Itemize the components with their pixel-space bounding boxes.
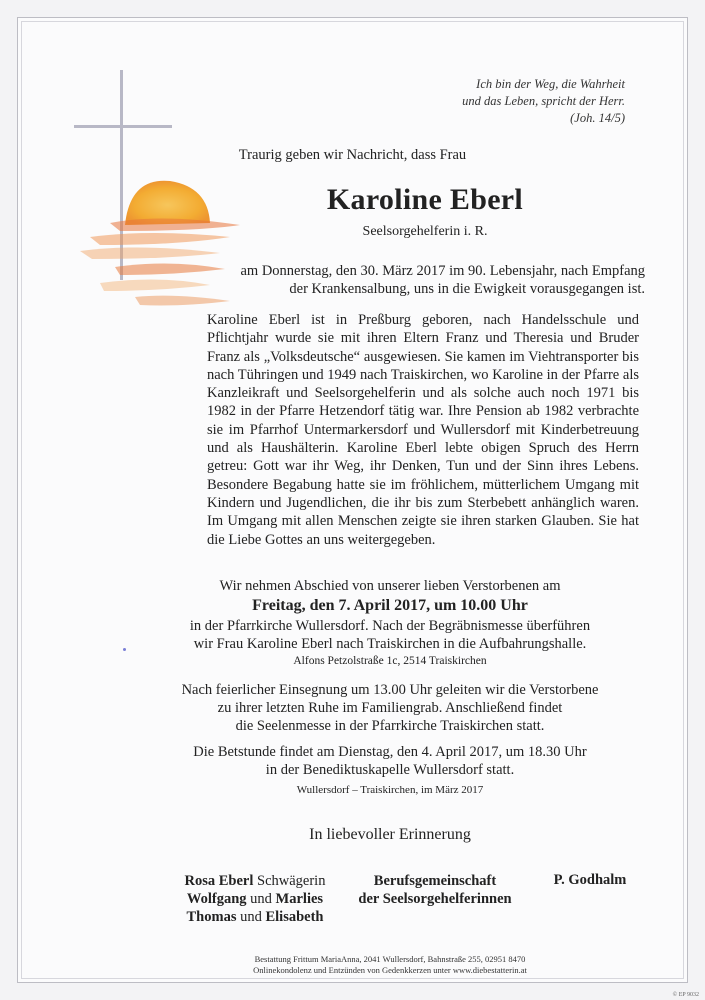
- death-line-2: der Krankensalbung, uns in die Ewigkeit vorausgegangen ist.: [289, 281, 645, 297]
- memory-heading: In liebevoller Erinnerung: [309, 826, 471, 843]
- mourners-community: [330, 872, 540, 908]
- burial-line-1: Nach feierlicher Einsegnung um 13.00 Uhr geleiten wir die Verstorbene: [181, 682, 599, 698]
- footer-line-1: Bestattung Frittum MariaAnna, 2041 Wullersdorf, Bahnstraße 255, 02951 8470: [254, 954, 526, 964]
- mourner-name: Marlies: [275, 891, 324, 907]
- farewell-section: [140, 577, 640, 669]
- farewell-line-4: wir Frau Karoline Eberl nach Traiskirchen in die Aufbahrungshalle.: [193, 636, 587, 652]
- quote-reference: (Joh. 14/5): [570, 111, 625, 125]
- death-line-1: am Donnerstag, den 30. März 2017 im 90. Lebensjahr, nach Empfang: [240, 263, 645, 279]
- ink-dot: [123, 648, 126, 651]
- mourner-name: Rosa Eberl: [184, 873, 254, 889]
- burial-line-3: die Seelenmesse in der Pfarrkirche Traiskirchen statt.: [235, 718, 545, 734]
- deceased-title: Seelsorgehelferin i. R.: [362, 224, 488, 239]
- document-code: © EP 9032: [672, 992, 699, 998]
- community-line-2: der Seelsorgehelferinnen: [358, 891, 512, 907]
- quote-line-1: Ich bin der Weg, die Wahrheit: [476, 77, 625, 91]
- conjunction: und: [250, 891, 272, 907]
- mourner-relation: Schwägerin: [257, 873, 326, 889]
- funeral-home-footer: [140, 954, 640, 976]
- funeral-date: Freitag, den 7. April 2017, um 10.00 Uhr: [252, 597, 528, 614]
- mourner-name: Wolfgang: [186, 891, 247, 907]
- prayer-section: [140, 743, 640, 779]
- mourner-line-3: [140, 908, 370, 926]
- farewell-line-3: in der Pfarrkirche Wullersdorf. Nach der Begräbnismesse überführen: [189, 618, 591, 634]
- quote-line-2: und das Leben, spricht der Herr.: [462, 94, 625, 108]
- mourner-priest: P. Godhalm: [553, 872, 627, 888]
- community-line-1: Berufsgemeinschaft: [373, 873, 497, 889]
- place-date: Wullersdorf – Traiskirchen, im März 2017: [296, 784, 484, 796]
- burial-line-2: zu ihrer letzten Ruhe im Familiengrab. Anschließend findet: [217, 700, 563, 716]
- bible-quote: [462, 76, 625, 127]
- biography-text: Karoline Eberl ist in Preßburg geboren, nach Handelsschule und Pflichtjahr wurde sie mit ihren Eltern Franz und Theresia und Bruder Franz als „Volksdeutsche“ ausgewiesen. Sie kamen im Viehtransporter bis nach Tühringen und 1949 nach Traiskirchen, wo Karoline in der Pfarre als Kanzleikraft und Seelsorgehelferin und als solche auch noch 1971 bis 1982 in der Pfarre Hetzendorf tätig war. Ihre Pension ab 1982 verbrachte sie im Pfarrhof Untermarkersdorf und Wullersdorf mit Kinderbetreuung und als Haushälterin. Karoline Eberl lebte obigen Spruch des Herrn getreu: Gott war ihr Weg, ihr Denken, Tun und der Sinn ihres Lebens. Besondere Begabung hatte sie im fröhlichem, mütterlichem Umgang mit Kindern und Jugendlichen, die ihr bis zum Sterbebett anhänglich waren. Im Umgang mit allen Menschen zeigte sie ihren starken Glauben. Sie hat die Liebe Gottes an uns weitergegeben.: [207, 312, 639, 548]
- mourner-name: Elisabeth: [265, 909, 324, 925]
- intro-line: Traurig geben wir Nachricht, dass Frau: [238, 147, 467, 163]
- prayer-line-1: Die Betstunde findet am Dienstag, den 4. April 2017, um 18.30 Uhr: [193, 744, 587, 760]
- death-notice: [205, 262, 645, 298]
- deceased-name: Karoline Eberl: [326, 183, 524, 216]
- burial-section: [140, 681, 640, 735]
- prayer-line-2: in der Benediktuskapelle Wullersdorf statt.: [265, 762, 515, 778]
- hall-address: Alfons Petzolstraße 1c, 2514 Traiskirchen: [293, 655, 487, 667]
- footer-line-2: Onlinekondolenz und Entzünden von Gedenkkerzen unter www.diebestatterin.at: [253, 965, 527, 975]
- mourner-name: Thomas: [186, 909, 237, 925]
- farewell-line-1: Wir nehmen Abschied von unserer lieben Verstorbenen am: [219, 578, 561, 594]
- conjunction: und: [240, 909, 262, 925]
